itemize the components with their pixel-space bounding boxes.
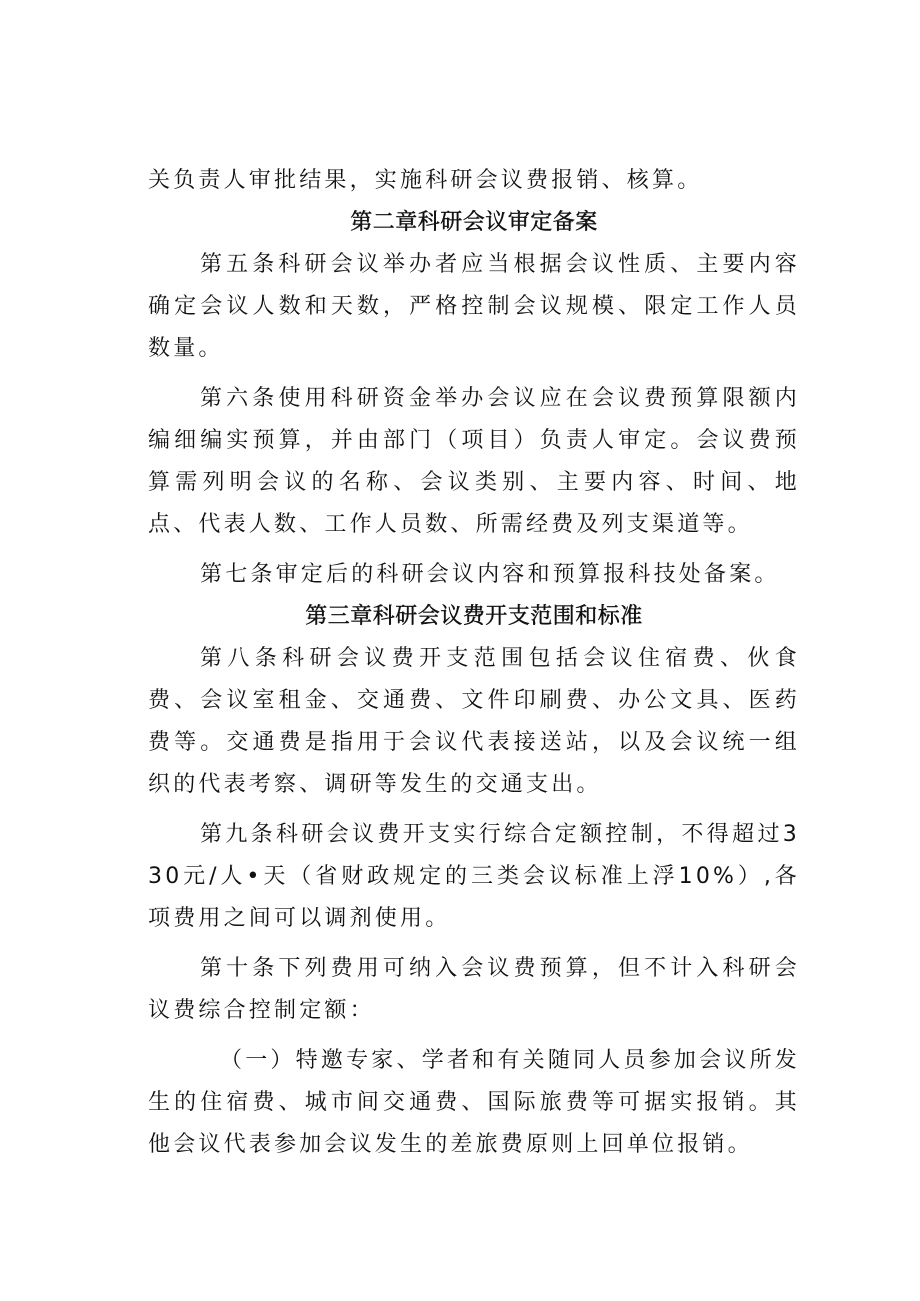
chapter-3-title: 第三章科研会议费开支范围和标准	[305, 604, 643, 629]
chapter-2-title: 第二章科研会议审定备案	[350, 210, 598, 235]
article-7: 第七条审定后的科研会议内容和预算报科技处备案。	[200, 562, 780, 587]
article-9: 第九条科研会议费开支实行综合定额控制，不得超过330元/人•天（省财政规定的三类会议标准上浮10%）,各项费用之间可以调剂使用。	[148, 822, 800, 931]
article-8: 第八条科研会议费开支范围包括会议住宿费、伙食费、会议室租金、交通费、文件印刷费、办公文具、医药费等。交通费是指用于会议代表接送站，以及会议统一组织的代表考察、调研等发生的交通支出。	[148, 646, 800, 797]
article-10: 第十条下列费用可纳入会议费预算，但不计入科研会议费综合控制定额：	[148, 956, 800, 1023]
article-5: 第五条科研会议举办者应当根据会议性质、主要内容确定会议人数和天数，严格控制会议规模、限定工作人员数量。	[148, 252, 800, 361]
article-6: 第六条使用科研资金举办会议应在会议费预算限额内编细编实预算，并由部门（项目）负责人审定。会议费预算需列明会议的名称、会议类别、主要内容、时间、地点、代表人数、工作人员数、所需经费及列支渠道等。	[148, 386, 800, 537]
article-10-item-1: （一）特邀专家、学者和有关随同人员参加会议所发生的住宿费、城市间交通费、国际旅费等可据实报销。其他会议代表参加会议发生的差旅费原则上回单位报销。	[148, 1048, 800, 1157]
document-body	[148, 160, 800, 1166]
paragraph-continuation: 关负责人审批结果，实施科研会议费报销、核算。	[148, 168, 703, 193]
